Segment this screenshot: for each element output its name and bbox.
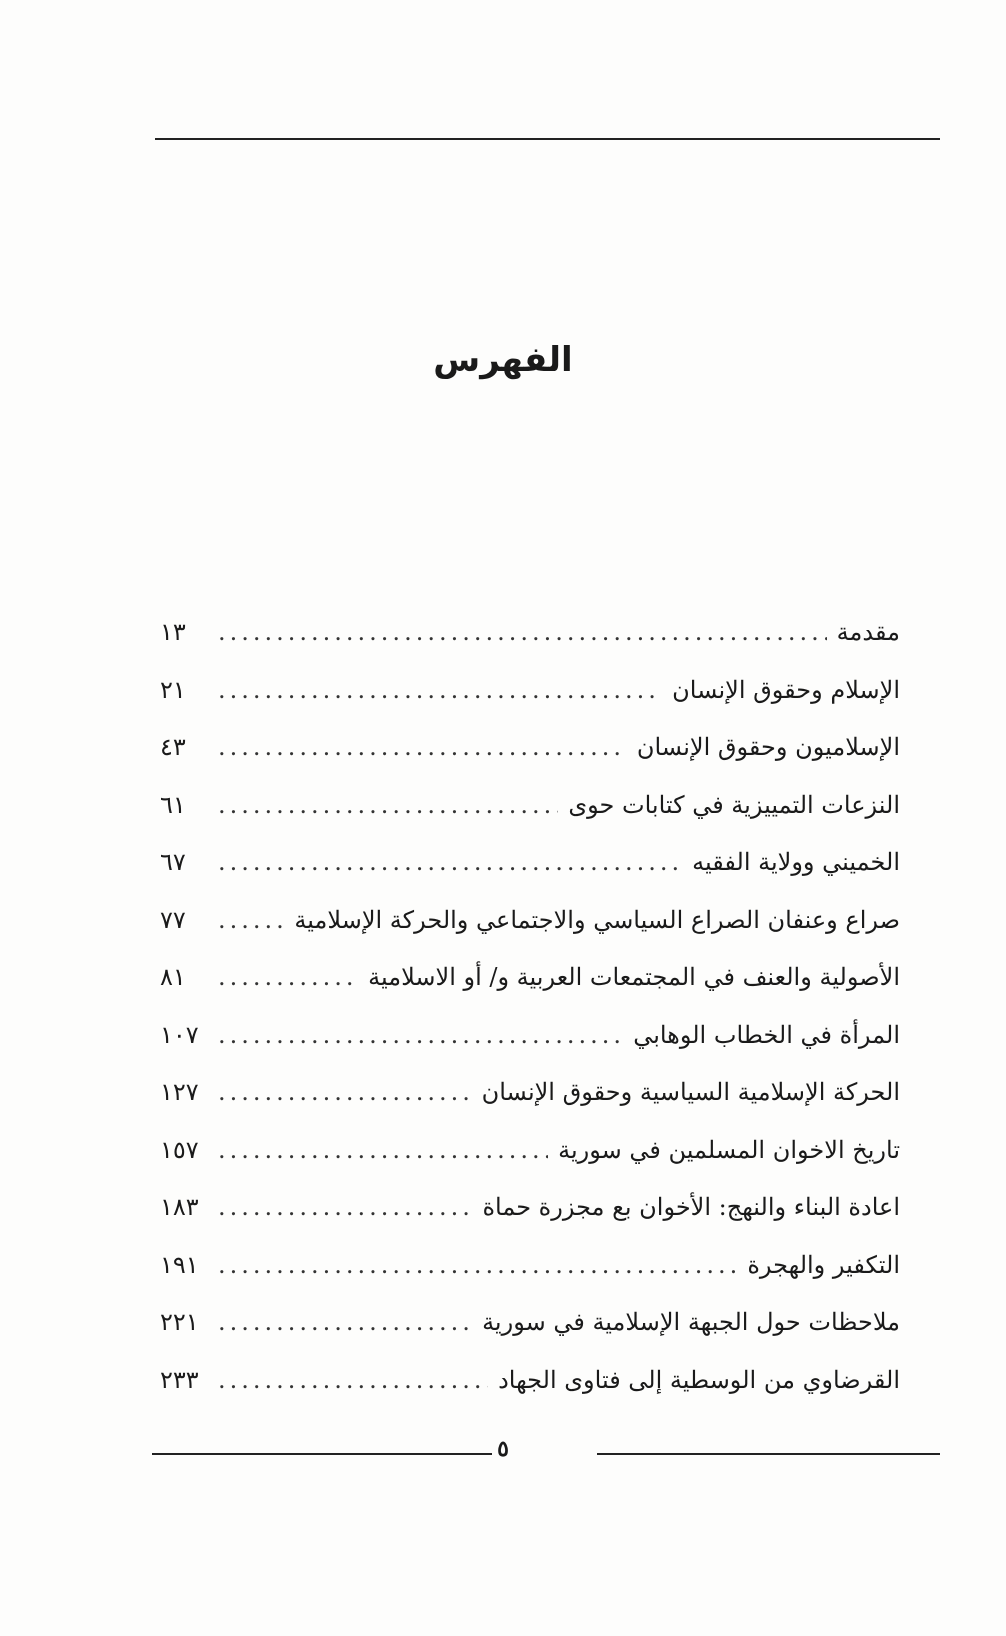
toc-entry-page: ١٥٧: [160, 1135, 199, 1164]
dot-leader: [218, 1130, 548, 1170]
toc-entry-title: الخميني وولاية الفقيه: [692, 848, 900, 876]
toc-entry-page: ٦١: [160, 790, 186, 819]
toc-entry-page: ٧٧: [160, 905, 186, 934]
toc-entry-page: ٨١: [160, 963, 186, 991]
toc-entry: [160, 1245, 900, 1303]
dot-leader: [218, 612, 827, 652]
toc-entry: [160, 727, 900, 785]
toc-entry-title: ملاحظات حول الجبهة الإسلامية في سورية: [482, 1308, 900, 1336]
toc-entry: [160, 900, 900, 958]
toc-entry: [160, 612, 900, 670]
page-title: الفهرس: [433, 340, 573, 380]
toc-entry-page: ٤٣: [160, 733, 186, 761]
toc-entry-title: الحركة الإسلامية السياسية وحقوق الإنسان: [481, 1078, 900, 1106]
toc-entry-title: التكفير والهجرة: [747, 1250, 900, 1279]
dot-leader: [218, 727, 627, 767]
page-footer: [0, 1436, 1006, 1470]
toc-entry-title: القرضاوي من الوسطية إلى فتاوى الجهاد: [498, 1365, 900, 1394]
toc-entry-title: مقدمة: [836, 618, 900, 646]
top-rule: [155, 138, 940, 140]
toc-entry: [160, 785, 900, 843]
toc-entry: [160, 1302, 900, 1360]
toc-entry: [160, 957, 900, 1015]
toc-entry-title: الإسلاميون وحقوق الإنسان: [636, 733, 900, 761]
dot-leader: [218, 1360, 488, 1400]
dot-leader: [218, 1015, 623, 1055]
table-of-contents: [160, 612, 900, 1417]
toc-entry-title: اعادة البناء والنهج: الأخوان بع مجزرة حماة: [482, 1193, 900, 1221]
dot-leader: [218, 785, 558, 825]
dot-leader: [218, 670, 662, 710]
dot-leader: [218, 842, 682, 882]
dot-leader: [218, 1072, 472, 1112]
toc-entry: [160, 1187, 900, 1245]
toc-entry-page: ١٠٧: [160, 1020, 199, 1049]
toc-entry: [160, 842, 900, 900]
page-number: ٥: [497, 1436, 509, 1462]
toc-entry-page: ١٢٧: [160, 1078, 199, 1106]
toc-entry-page: ١٨٣: [160, 1193, 199, 1221]
toc-entry: [160, 1015, 900, 1073]
toc-entry-title: صراع وعنفان الصراع السياسي والاجتماعي والحركة الإسلامية: [294, 905, 900, 934]
toc-entry-page: ٦٧: [160, 848, 186, 876]
dot-leader: [218, 900, 284, 940]
toc-entry-page: ١٣: [160, 618, 186, 646]
toc-entry-page: ٢٢١: [160, 1308, 199, 1336]
toc-entry-title: المرأة في الخطاب الوهابي: [633, 1020, 900, 1049]
toc-entry-page: ٢٣٣: [160, 1365, 199, 1394]
dot-leader: [218, 1245, 737, 1285]
toc-entry-title: الإسلام وحقوق الإنسان: [672, 675, 900, 704]
toc-entry: [160, 1130, 900, 1188]
toc-entry-title: تاريخ الاخوان المسلمين في سورية: [558, 1135, 900, 1164]
toc-entry-title: الأصولية والعنف في المجتمعات العربية و/ أو الاسلامية: [368, 963, 900, 991]
toc-entry-page: ٢١: [160, 675, 186, 704]
toc-entry: [160, 1072, 900, 1130]
toc-entry-page: ١٩١: [160, 1250, 199, 1279]
toc-entry-title: النزعات التمييزية في كتابات حوى: [568, 790, 900, 819]
dot-leader: [218, 957, 358, 997]
toc-entry: [160, 670, 900, 728]
toc-entry: [160, 1360, 900, 1418]
dot-leader: [218, 1302, 472, 1342]
footer-rule-right: [597, 1453, 940, 1455]
dot-leader: [218, 1187, 472, 1227]
